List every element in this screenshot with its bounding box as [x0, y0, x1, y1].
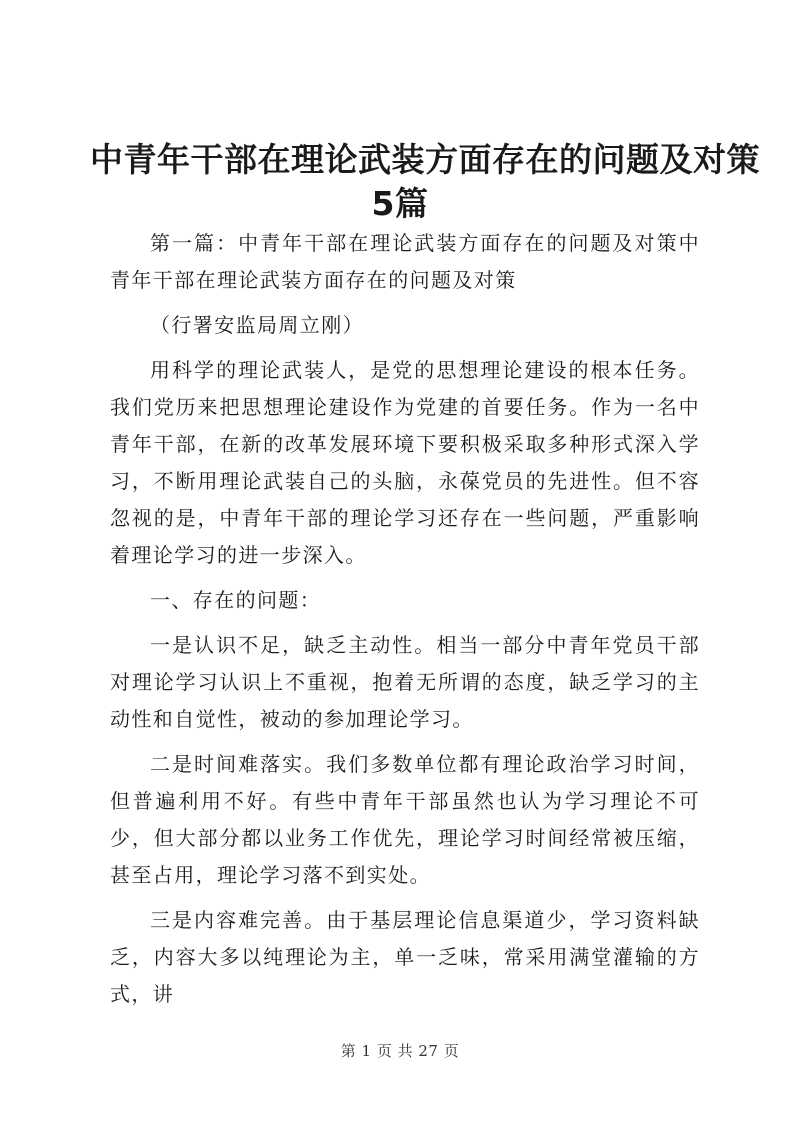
paragraph-problem-1: 一是认识不足，缺乏主动性。相当一部分中青年党员干部对理论学习认识上不重视，抱着无所谓的态度，缺乏学习的主动性和自觉性，被动的参加理论学习。 — [110, 633, 700, 731]
document-body — [110, 225, 700, 1021]
page-title — [90, 138, 760, 226]
paragraph-intro: 用科学的理论武装人，是党的思想理论建设的根本任务。我们党历来把思想理论建设作为党建的首要任务。作为一名中青年干部，在新的改革发展环境下要积极采取多种形式深入学习，不断用理论武装自己的头脑，永葆党员的先进性。但不容忽视的是，中青年干部的理论学习还存在一些问题，严重影响着理论学习的进一步深入。 — [110, 358, 700, 567]
section-heading-problems: 一、存在的问题： — [150, 588, 322, 612]
paragraph-heading-part-one: 第一篇：中青年干部在理论武装方面存在的问题及对策中青年干部在理论武装方面存在的问题及对策 — [110, 231, 700, 292]
paragraph-problem-3: 三是内容难完善。由于基层理论信息渠道少，学习资料缺乏，内容大多以纯理论为主，单一乏味，常采用满堂灌输的方式，讲 — [110, 908, 700, 1006]
paragraph-author: （行署安监局周立刚） — [150, 313, 364, 337]
title-line-1: 中青年干部在理论武装方面存在的问题及对策 — [90, 140, 760, 179]
title-line-2: 5篇 — [371, 184, 429, 223]
page-footer: 第 1 页 共 27 页 — [340, 1042, 460, 1060]
paragraph-problem-2: 二是时间难落实。我们多数单位都有理论政治学习时间，但普遍利用不好。有些中青年干部虽然也认为学习理论不可少，但大部分都以业务工作优先，理论学习时间经常被压缩，甚至占用，理论学习落不到实处。 — [110, 752, 700, 887]
